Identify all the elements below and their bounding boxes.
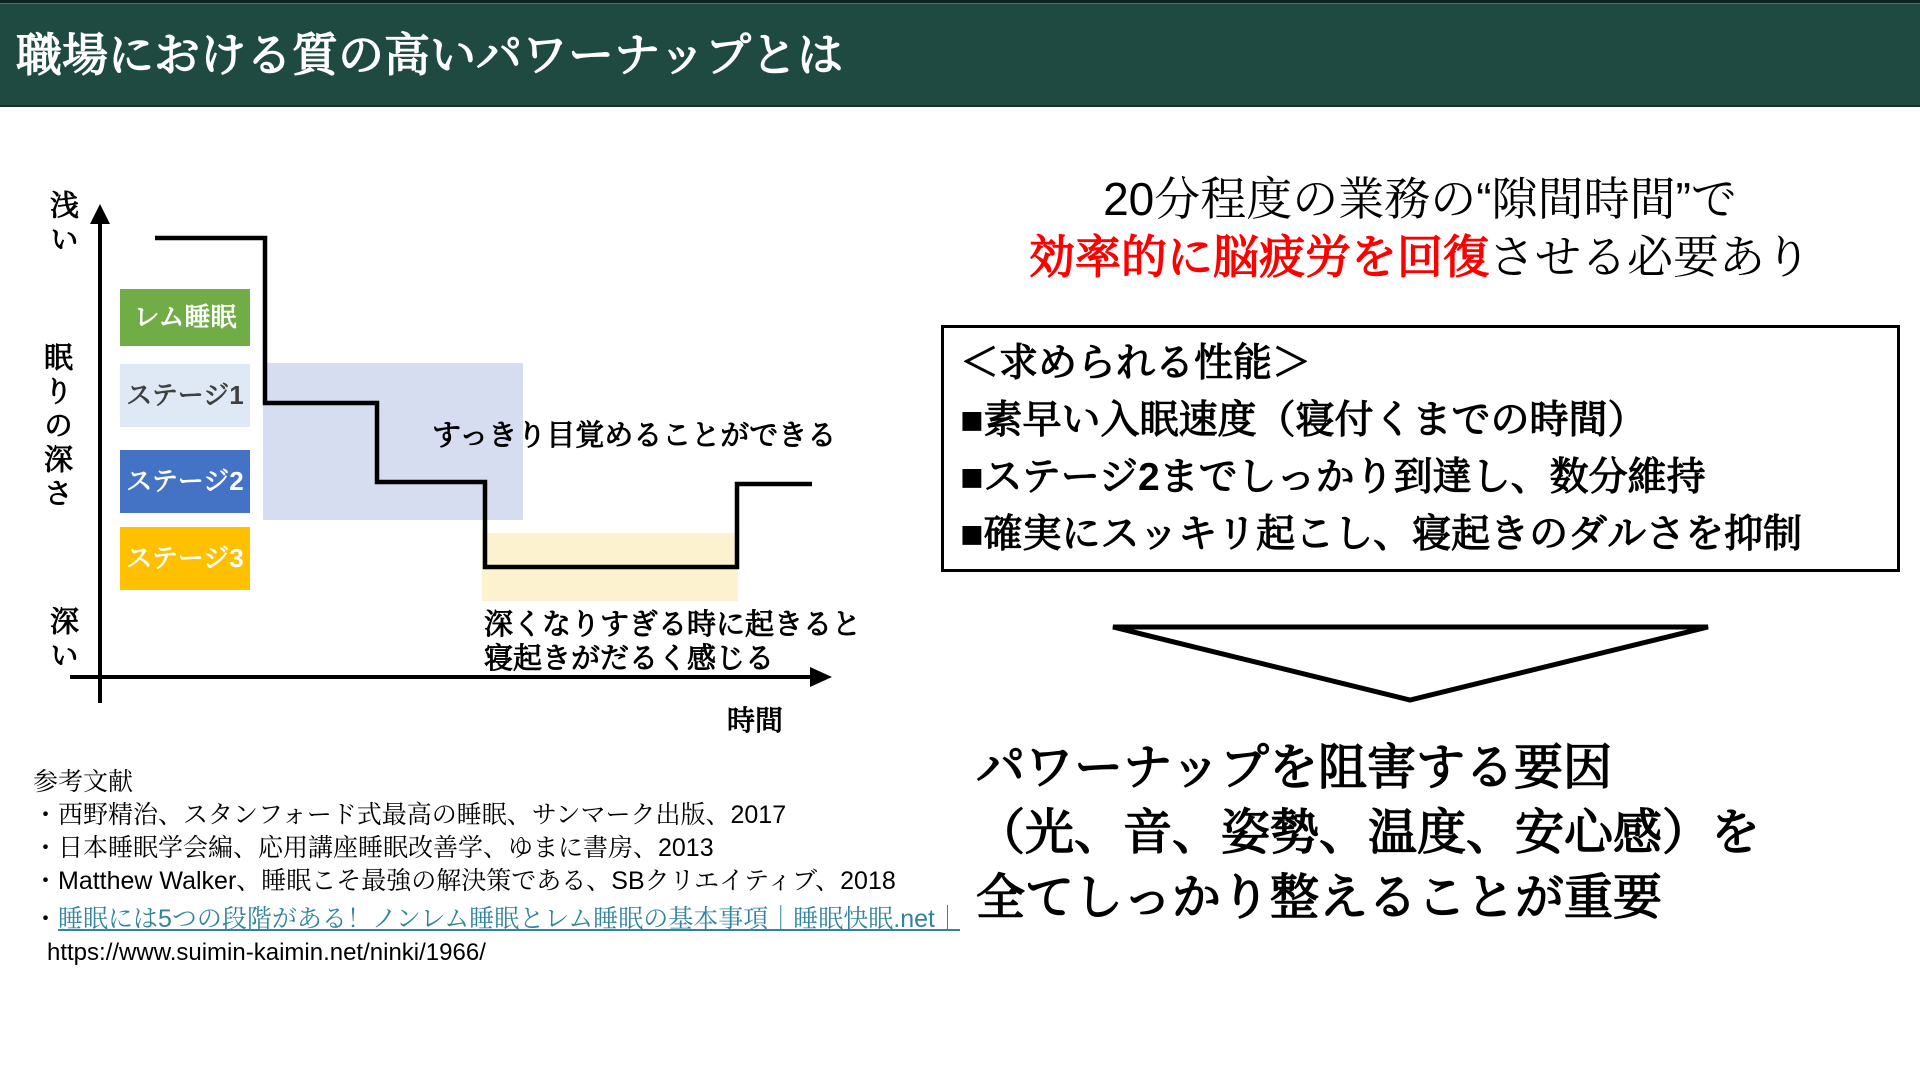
right-heading-red-text: 効率的に脳疲労を回復 bbox=[1029, 231, 1489, 283]
references-heading: 参考文献 bbox=[33, 768, 134, 796]
reference-item: ・日本睡眠学会編、応用講座睡眠改善学、ゆまに書房、2013 bbox=[33, 834, 714, 862]
annotation-wake-groggy bbox=[484, 608, 861, 676]
y-axis-label-shallow: 浅い bbox=[46, 190, 78, 258]
header-bar bbox=[0, 3, 1920, 107]
legend-rem-sleep: レム睡眠 bbox=[120, 289, 250, 346]
right-heading-line1: 20分程度の業務の“隙間時間”で bbox=[1103, 173, 1737, 225]
performance-bullet: ■確実にスッキリ起こし、寝起きのダルさを抑制 bbox=[960, 512, 1803, 556]
performance-bullet: ■ステージ2までしっかり到達し、数分維持 bbox=[960, 455, 1706, 499]
reference-item: ・Matthew Walker、睡眠こそ最強の解決策である、SBクリエイティブ、2018 bbox=[33, 867, 896, 895]
reference-link-bullet: ・ bbox=[33, 905, 59, 933]
y-axis-label-deep: 深い bbox=[46, 606, 78, 674]
page-title: 職場における質の高いパワーナップとは bbox=[16, 29, 844, 81]
legend-stage2: ステージ2 bbox=[120, 450, 250, 513]
bad-wake-zone-highlight bbox=[482, 533, 738, 601]
right-heading-line2-rest: させる必要あり bbox=[1489, 231, 1811, 283]
x-axis-label-time: 時間 bbox=[727, 705, 784, 736]
conclusion-line1: パワーナップを阻害する要因 bbox=[976, 741, 1613, 795]
conclusion-line2: （光、音、姿勢、温度、安心感）を bbox=[976, 806, 1761, 860]
right-heading bbox=[940, 170, 1900, 286]
legend-stage1: ステージ1 bbox=[120, 364, 250, 427]
performance-bullet: ■素早い入眠速度（寝付くまでの時間） bbox=[960, 398, 1647, 442]
reference-item: ・西野精治、スタンフォード式最高の睡眠、サンマーク出版、2017 bbox=[33, 801, 787, 829]
reference-hyperlink[interactable]: 睡眠には5つの段階がある！ノンレム睡眠とレム睡眠の基本事項｜睡眠快眠.net｜ bbox=[58, 905, 960, 933]
annotation-wake-refreshed: すっきり目覚めることができる bbox=[432, 420, 837, 452]
reference-link-item bbox=[33, 903, 960, 936]
down-arrow-icon bbox=[1113, 627, 1708, 700]
annotation-wake-groggy-line2: 寝起きがだるく感じる bbox=[484, 643, 775, 675]
performance-box-title: ＜求められる性能＞ bbox=[960, 341, 1312, 385]
annotation-wake-groggy-line1: 深くなりすぎる時に起きると bbox=[484, 609, 862, 641]
references-section bbox=[33, 766, 960, 969]
required-performance-box bbox=[941, 325, 1900, 572]
conclusion-text bbox=[976, 736, 1760, 931]
y-axis-label-sleep-depth: 眠りの深さ bbox=[40, 342, 72, 512]
reference-url: https://www.suimin-kaimin.net/ninki/1966/ bbox=[47, 939, 486, 966]
y-axis-arrowhead-icon bbox=[90, 204, 110, 224]
right-heading-line2 bbox=[940, 228, 1900, 286]
legend-stage3: ステージ3 bbox=[120, 527, 250, 590]
conclusion-line3: 全てしっかり整えることが重要 bbox=[976, 871, 1663, 925]
